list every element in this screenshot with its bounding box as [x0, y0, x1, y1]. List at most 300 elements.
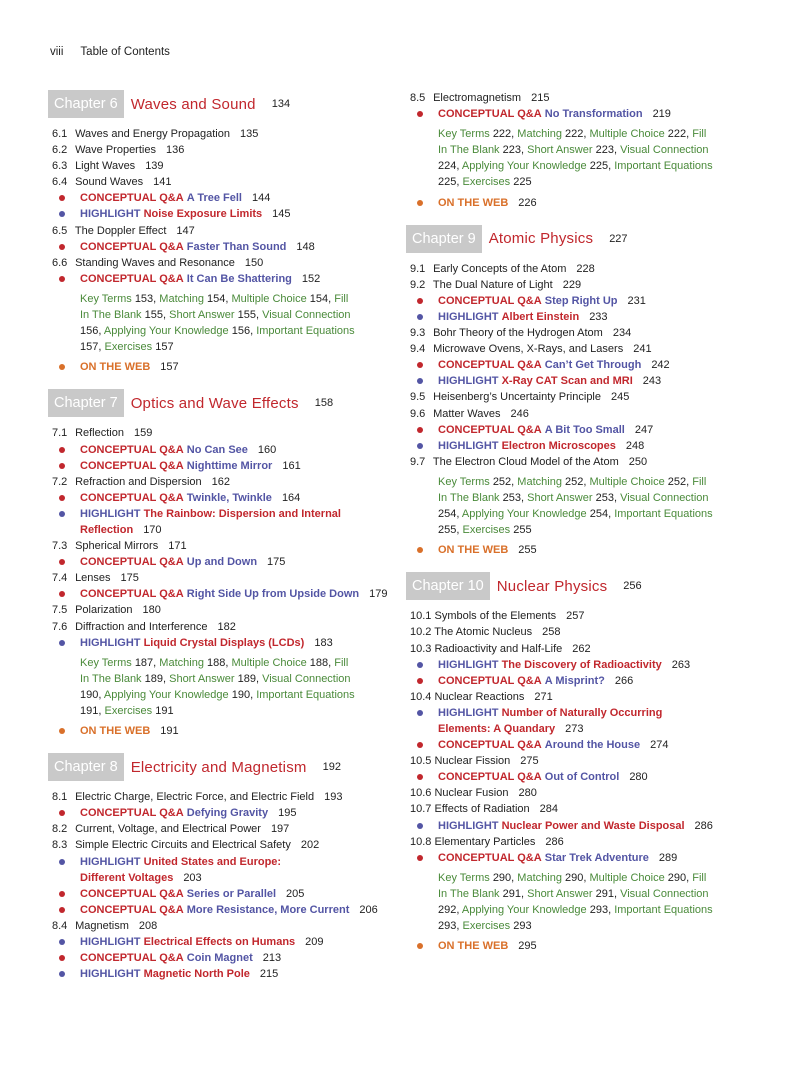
review-item-label[interactable]: Visual Connection: [620, 144, 709, 157]
review-line: [80, 703, 380, 719]
section-entry[interactable]: [52, 570, 393, 586]
feature-title: Reflection: [80, 523, 134, 536]
section-page: 182: [217, 620, 236, 633]
section-entry[interactable]: [52, 474, 393, 490]
feature-title: No Transformation: [544, 108, 643, 121]
section-number: 8.5: [410, 92, 426, 104]
section-title: The Doppler Effect: [74, 224, 167, 237]
separator: ,: [225, 656, 232, 669]
section-entry[interactable]: [410, 341, 751, 357]
bullet-icon: [59, 728, 65, 734]
chapter-label: Chapter 8: [48, 753, 124, 781]
section-page: 257: [566, 610, 585, 623]
review-item-page: 290: [667, 871, 687, 884]
review-item-page: 222: [492, 128, 512, 141]
review-item-label[interactable]: Short Answer: [527, 491, 596, 504]
bullet-icon: [59, 463, 65, 469]
review-item-page: 223: [595, 144, 614, 157]
review-item-label[interactable]: In The Blank: [80, 309, 145, 322]
review-item-label[interactable]: Visual Connection: [262, 672, 351, 685]
section-entry[interactable]: [410, 753, 751, 769]
bullet-icon: [417, 774, 423, 780]
review-item-page: 156: [80, 325, 99, 338]
feature-entry-continued[interactable]: [80, 870, 393, 886]
review-item-page: 225: [589, 160, 609, 173]
separator: ,: [608, 904, 615, 917]
review-item-label[interactable]: Visual Connection: [620, 887, 709, 900]
feature-title: A Bit Too Small: [544, 423, 625, 436]
bullet-icon: [59, 195, 65, 201]
review-item-label[interactable]: Short Answer: [527, 887, 596, 900]
review-item-page: 254: [589, 508, 609, 521]
on-the-web-entry[interactable]: [438, 542, 751, 558]
feature-entry[interactable]: [80, 854, 393, 870]
section-title: Nuclear Fusion: [434, 787, 509, 800]
feature-title: More Resistance, More Current: [186, 903, 350, 916]
feature-entry[interactable]: [438, 373, 751, 389]
bullet-icon: [59, 447, 65, 453]
separator: ,: [98, 341, 105, 354]
section-page: 175: [120, 572, 139, 585]
bullet-icon: [417, 710, 423, 716]
bullet-icon: [59, 971, 65, 977]
chapter-page: 134: [271, 98, 291, 110]
feature-label: CONCEPTUAL Q&A: [80, 556, 184, 569]
section-page: 262: [572, 642, 591, 655]
feature-entry[interactable]: [438, 673, 751, 689]
review-item-page: 154: [309, 292, 329, 305]
feature-entry[interactable]: [438, 657, 751, 673]
review-item-label[interactable]: Applying Your Knowledge: [103, 325, 232, 338]
feature-label: CONCEPTUAL Q&A: [438, 851, 542, 864]
feature-entry[interactable]: [438, 357, 751, 373]
section-entry[interactable]: [410, 801, 751, 817]
review-item-label[interactable]: Fill: [692, 871, 707, 884]
feature-label: HIGHLIGHT: [80, 968, 141, 981]
feature-entry[interactable]: [80, 950, 393, 966]
feature-title: Albert Einstein: [501, 310, 580, 323]
bullet-icon: [59, 211, 65, 217]
section-page: 139: [145, 160, 164, 173]
review-item-label[interactable]: Matching: [159, 656, 207, 669]
section-page: 202: [300, 839, 320, 852]
feature-entry[interactable]: [80, 554, 393, 570]
section-page: 135: [239, 128, 259, 140]
section-number: 6.6: [52, 256, 68, 269]
separator: ,: [162, 672, 170, 685]
section-page: 241: [633, 343, 652, 356]
review-item-label[interactable]: Short Answer: [169, 309, 238, 322]
review-item-label[interactable]: Fill: [692, 475, 707, 488]
section-number: 6.5: [52, 224, 68, 237]
feature-entry[interactable]: [438, 293, 751, 309]
section-title: Wave Properties: [75, 144, 156, 157]
review-item-label[interactable]: Key Terms: [438, 871, 493, 884]
feature-page: 148: [296, 240, 315, 253]
review-item-label[interactable]: Applying Your Knowledge: [461, 904, 590, 917]
on-the-web-entry[interactable]: [80, 723, 393, 739]
review-item-label[interactable]: Visual Connection: [620, 491, 709, 504]
feature-title: Can’t Get Through: [544, 359, 642, 372]
review-item-label[interactable]: Matching: [517, 871, 565, 884]
feature-entry[interactable]: [80, 966, 393, 982]
review-item-label[interactable]: Fill: [334, 656, 349, 669]
review-item-label[interactable]: Important Equations: [614, 508, 713, 521]
bullet-icon: [59, 591, 65, 597]
feature-entry[interactable]: [438, 309, 751, 325]
review-item-label[interactable]: Exercises: [462, 920, 514, 933]
feature-label: CONCEPTUAL Q&A: [438, 674, 542, 687]
section-page: 250: [628, 455, 648, 468]
review-item-label[interactable]: Short Answer: [527, 144, 596, 157]
section-page: 180: [142, 604, 161, 617]
section-page: 271: [534, 690, 553, 703]
bullet-icon: [417, 378, 423, 384]
feature-label: HIGHLIGHT: [80, 208, 141, 221]
review-item-label[interactable]: Multiple Choice: [589, 128, 668, 141]
section-title: Light Waves: [75, 160, 136, 173]
review-item-label[interactable]: Applying Your Knowledge: [461, 508, 590, 521]
feature-entry[interactable]: [80, 442, 393, 458]
separator: ,: [153, 292, 160, 305]
feature-entry[interactable]: [438, 769, 751, 785]
section-page: 280: [518, 787, 537, 800]
review-item-label[interactable]: Important Equations: [256, 688, 355, 701]
section-title: The Dual Nature of Light: [432, 278, 553, 291]
section-number: 8.4: [52, 919, 68, 932]
feature-page: 175: [267, 556, 286, 569]
review-item-label[interactable]: Exercises: [104, 705, 156, 717]
review-line: [80, 291, 380, 307]
on-the-web-entry[interactable]: [438, 938, 751, 954]
section-number: 7.2: [52, 475, 68, 488]
feature-entry[interactable]: [438, 850, 751, 866]
feature-title: A Tree Fell: [186, 192, 242, 205]
review-item-page: 291: [595, 887, 614, 900]
feature-entry[interactable]: [438, 737, 751, 753]
review-item-label[interactable]: Applying Your Knowledge: [103, 688, 232, 701]
bullet-icon: [59, 891, 65, 897]
section-entry[interactable]: [52, 602, 393, 618]
section-entry[interactable]: [410, 90, 751, 106]
review-item-page: 253: [595, 491, 614, 504]
right-column: [406, 90, 751, 954]
feature-page: 161: [282, 459, 301, 472]
feature-entry[interactable]: [438, 422, 751, 438]
feature-entry[interactable]: [80, 805, 393, 821]
feature-title: Elements: A Quandary: [438, 723, 556, 735]
separator: ,: [255, 672, 263, 685]
review-item-page: 223: [502, 144, 521, 157]
chapter-heading[interactable]: [406, 225, 751, 253]
section-number: 9.6: [410, 407, 426, 420]
review-item-label[interactable]: Key Terms: [438, 128, 493, 141]
feature-title: Noise Exposure Limits: [143, 208, 263, 221]
review-line: [438, 902, 738, 918]
review-line: [438, 522, 738, 538]
section-number: 10.8: [410, 835, 432, 848]
section-title: Polarization: [75, 604, 133, 617]
feature-entry[interactable]: [80, 902, 393, 918]
review-item-page: 290: [565, 871, 584, 884]
bullet-icon: [417, 362, 423, 368]
section-entry[interactable]: [410, 785, 751, 801]
section-entry[interactable]: [52, 255, 393, 271]
feature-entry[interactable]: [80, 506, 393, 522]
feature-page: 242: [651, 359, 670, 372]
review-item-label[interactable]: In The Blank: [438, 887, 503, 900]
review-line: [438, 506, 738, 522]
section-entry[interactable]: [52, 425, 393, 441]
section-page: 234: [612, 327, 632, 340]
section-entry[interactable]: [52, 837, 393, 853]
separator: ,: [583, 475, 590, 488]
section-entry[interactable]: [52, 538, 393, 554]
section-title: Effects of Radiation: [434, 803, 530, 816]
section-number: 7.6: [52, 620, 68, 633]
feature-label: CONCEPTUAL Q&A: [80, 459, 184, 472]
review-item-label[interactable]: Multiple Choice: [589, 475, 668, 488]
feature-title: The Rainbow: Dispersion and Internal: [143, 507, 341, 520]
review-item-page: 189: [144, 672, 163, 685]
section-title: Electromagnetism: [433, 92, 522, 104]
section-entry[interactable]: [52, 918, 393, 934]
bullet-icon: [417, 855, 423, 861]
bullet-icon: [417, 111, 423, 117]
feature-title: Star Trek Adventure: [544, 851, 649, 864]
section-entry[interactable]: [410, 389, 751, 405]
review-item-label[interactable]: Fill: [334, 292, 349, 305]
feature-title: Number of Naturally Occurring: [501, 706, 663, 719]
section-title: Lenses: [75, 572, 111, 585]
section-number: 10.7: [410, 803, 432, 816]
section-title: Reflection: [75, 427, 124, 440]
review-item-label[interactable]: In The Blank: [438, 144, 503, 157]
feature-entry[interactable]: [80, 458, 393, 474]
header-title: Table of Contents: [80, 46, 170, 58]
section-title: Magnetism: [75, 919, 129, 932]
review-item-page: 255: [438, 524, 457, 537]
end-of-chapter-review: [438, 474, 738, 538]
feature-page: 179: [369, 588, 388, 601]
section-entry[interactable]: [52, 142, 393, 158]
section-page: 284: [539, 803, 559, 816]
section-entry[interactable]: [410, 277, 751, 293]
feature-label: CONCEPTUAL Q&A: [80, 588, 184, 601]
section-entry[interactable]: [410, 624, 751, 640]
bullet-icon: [417, 443, 423, 449]
section-number: 9.7: [410, 455, 426, 468]
review-item-label[interactable]: Applying Your Knowledge: [461, 160, 590, 173]
on-the-web-entry[interactable]: [80, 359, 393, 375]
feature-title: X-Ray CAT Scan and MRI: [501, 375, 633, 388]
chapter-heading[interactable]: [48, 90, 393, 118]
review-item-page: 293: [513, 920, 532, 933]
review-item-label[interactable]: Important Equations: [614, 160, 713, 173]
review-item-label[interactable]: Matching: [517, 475, 565, 488]
review-line: [438, 886, 738, 902]
section-entry[interactable]: [410, 406, 751, 422]
bullet-icon: [59, 810, 65, 816]
review-item-label[interactable]: In The Blank: [438, 491, 503, 504]
section-number: 7.1: [52, 427, 68, 440]
feature-page: 274: [650, 739, 669, 752]
review-line: [438, 174, 738, 190]
feature-entry[interactable]: [80, 934, 393, 950]
feature-label: CONCEPTUAL Q&A: [80, 903, 184, 916]
feature-label: HIGHLIGHT: [438, 310, 499, 323]
separator: ,: [613, 144, 621, 157]
feature-label: HIGHLIGHT: [438, 439, 499, 452]
section-entry[interactable]: [410, 454, 751, 470]
section-entry[interactable]: [410, 689, 751, 705]
on-the-web-entry[interactable]: [438, 195, 751, 211]
end-of-chapter-review: [438, 126, 738, 190]
feature-page: 280: [629, 771, 648, 784]
bullet-icon: [417, 823, 423, 829]
chapter-page: 192: [322, 761, 341, 774]
section-title: Nuclear Fission: [434, 755, 511, 768]
feature-page: 289: [658, 851, 678, 864]
feature-entry[interactable]: [80, 271, 393, 287]
chapter-title: Waves and Sound: [130, 95, 256, 113]
review-item-label[interactable]: Exercises: [462, 176, 514, 189]
section-entry[interactable]: [52, 126, 393, 142]
feature-page: 195: [278, 807, 297, 820]
section-number: 6.4: [52, 176, 68, 189]
review-item-label[interactable]: Exercises: [462, 524, 514, 537]
review-item-label[interactable]: Exercises: [104, 341, 156, 354]
section-entry[interactable]: [52, 821, 393, 837]
bullet-icon: [59, 559, 65, 565]
feature-page: 206: [359, 903, 378, 916]
review-item-label[interactable]: Multiple Choice: [589, 871, 668, 884]
section-entry[interactable]: [52, 789, 393, 805]
web-page: 295: [518, 940, 537, 953]
bullet-icon: [417, 662, 423, 668]
review-item-label[interactable]: Visual Connection: [262, 309, 351, 322]
review-item-page: 154: [207, 292, 226, 305]
page-header: [50, 46, 170, 58]
chapter-title: Electricity and Magnetism: [130, 758, 307, 776]
feature-page: 152: [301, 272, 321, 285]
review-item-label[interactable]: Multiple Choice: [231, 656, 310, 669]
feature-page: 247: [634, 423, 654, 436]
review-item-label[interactable]: In The Blank: [80, 672, 145, 685]
review-item-label[interactable]: Fill: [692, 128, 707, 141]
chapter-heading[interactable]: [406, 572, 751, 600]
feature-entry[interactable]: [80, 635, 393, 651]
feature-page: 273: [565, 723, 584, 735]
review-item-page: 191: [155, 705, 174, 717]
feature-title: Defying Gravity: [186, 807, 269, 820]
feature-entry[interactable]: [438, 106, 751, 122]
feature-label: CONCEPTUAL Q&A: [438, 771, 542, 784]
feature-label: HIGHLIGHT: [80, 507, 141, 520]
feature-entry-continued[interactable]: [80, 522, 393, 538]
section-entry[interactable]: [410, 608, 751, 624]
feature-entry[interactable]: [438, 438, 751, 454]
spacer: [48, 739, 393, 753]
section-title: Sound Waves: [75, 176, 144, 189]
feature-title: Magnetic North Pole: [143, 968, 250, 981]
section-page: 228: [576, 262, 595, 275]
review-item-label[interactable]: Key Terms: [438, 475, 493, 488]
section-number: 7.3: [52, 540, 68, 553]
feature-entry-continued[interactable]: [438, 721, 751, 737]
end-of-chapter-review: [438, 870, 738, 934]
review-item-label[interactable]: Matching: [159, 292, 207, 305]
separator: ,: [98, 325, 104, 338]
web-label: ON THE WEB: [438, 544, 509, 557]
separator: ,: [686, 871, 693, 884]
section-entry[interactable]: [410, 834, 751, 850]
separator: ,: [520, 887, 528, 900]
feature-page: 248: [625, 439, 645, 452]
section-entry[interactable]: [52, 158, 393, 174]
review-item-label[interactable]: Important Equations: [614, 904, 713, 917]
bullet-icon: [417, 678, 423, 684]
feature-label: CONCEPTUAL Q&A: [80, 192, 184, 205]
feature-entry[interactable]: [80, 206, 393, 222]
review-item-page: 253: [502, 491, 521, 504]
feature-title: Nuclear Power and Waste Disposal: [501, 819, 685, 832]
section-page: 258: [542, 626, 561, 639]
review-item-label[interactable]: Key Terms: [80, 292, 135, 305]
review-item-label[interactable]: Matching: [517, 128, 565, 141]
feature-entry[interactable]: [438, 818, 751, 834]
review-item-page: 252: [667, 475, 687, 488]
section-entry[interactable]: [410, 325, 751, 341]
feature-entry[interactable]: [80, 190, 393, 206]
separator: ,: [456, 160, 462, 173]
review-item-page: 188: [309, 656, 329, 669]
feature-title: No Can See: [186, 443, 248, 456]
feature-label: CONCEPTUAL Q&A: [80, 887, 184, 900]
review-item-label[interactable]: Key Terms: [80, 656, 135, 669]
review-item-page: 190: [80, 688, 99, 701]
feature-entry[interactable]: [438, 705, 751, 721]
section-entry[interactable]: [52, 174, 393, 190]
separator: ,: [98, 705, 105, 717]
separator: ,: [608, 160, 615, 173]
chapter-heading[interactable]: [48, 389, 393, 417]
feature-title: Faster Than Sound: [186, 240, 287, 253]
feature-label: HIGHLIGHT: [80, 636, 141, 649]
feature-page: 215: [259, 968, 279, 981]
section-title: Heisenberg’s Uncertainty Principle: [433, 391, 601, 404]
section-number: 7.5: [52, 604, 68, 617]
chapter-heading[interactable]: [48, 753, 393, 781]
review-item-label[interactable]: Important Equations: [256, 325, 355, 338]
section-entry[interactable]: [410, 641, 751, 657]
web-label: ON THE WEB: [438, 940, 509, 953]
feature-title: Electron Microscopes: [501, 439, 616, 452]
review-item-label[interactable]: Multiple Choice: [231, 292, 310, 305]
section-entry[interactable]: [52, 619, 393, 635]
separator: ,: [456, 176, 463, 189]
feature-entry[interactable]: [80, 886, 393, 902]
review-item-label[interactable]: Short Answer: [169, 672, 238, 685]
section-entry[interactable]: [410, 261, 751, 277]
section-page: 171: [168, 540, 187, 553]
feature-entry[interactable]: [80, 239, 393, 255]
separator: ,: [613, 887, 621, 900]
feature-entry[interactable]: [80, 490, 393, 506]
section-entry[interactable]: [52, 223, 393, 239]
feature-page: 243: [642, 375, 662, 388]
feature-entry[interactable]: [80, 586, 393, 602]
